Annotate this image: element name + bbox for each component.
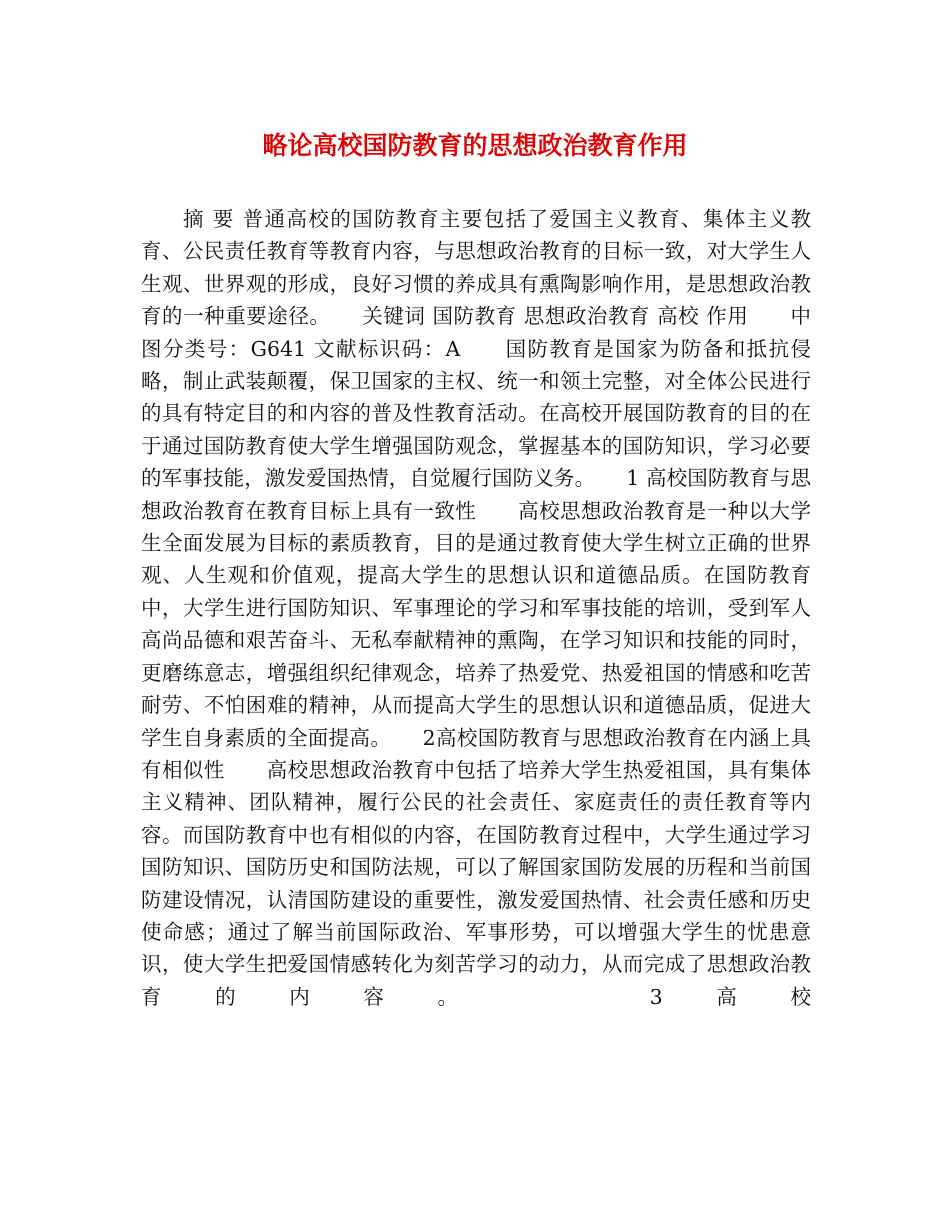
document-body: 摘 要 普通高校的国防教育主要包括了爱国主义教育、集体主义教育、公民责任教育等教育内容，与思想政治教育的目标一致，对大学生人生观、世界观的形成，良好习惯的养成具有熏陶影响作用，是思想政治教育的一种重要途径。 关键词 国防教育 思想政治教育 高校 作用 中图分类号：G641 文献标识码：A 国防教育是国家为防备和抵抗侵略，制止武装颠覆，保卫国家的主权、统一和领土完整，对全体公民进行的具有特定目的和内容的普及性教育活动。在高校开展国防教育的目的在于通过国防教育使大学生增强国防观念，掌握基本的国防知识，学习必要的军事技能，激发爱国热情，自觉履行国防义务。 1 高校国防教育与思想政治教育在教育目标上具有一致性 高校思想政治教育是一种以大学生全面发展为目标的素质教育，目的是通过教育使大学生树立正确的世界观、人生观和价值观，提高大学生的思想认识和道德品质。在国防教育中，大学生进行国防知识、军事理论的学习和军事技能的培训，受到军人高尚品德和艰苦奋斗、无私奉献精神的熏陶，在学习知识和技能的同时，更磨练意志，增强组织纪律观念，培养了热爱党、热爱祖国的情感和吃苦耐劳、不怕困难的精神，从而提高大学生的思想认识和道德品质，促进大学生自身素质的全面提高。 2高校国防教育与思想政治教育在内涵上具有相似性 高校思想政治教育中包括了培养大学生热爱祖国，具有集体主义精神、团队精神，履行公民的社会责任、家庭责任的责任教育等内容。而国防教育中也有相似的内容，在国防教育过程中，大学生通过学习国防知识、国防历史和国防法规，可以了解国家国防发展的历程和当前国防建设情况，认清国防建设的重要性，激发爱国热情、社会责任感和历史使命感；通过了解当前国际政治、军事形势，可以增强大学生的忧患意识，使大学生把爱国情感转化为刻苦学习的动力，从而完成了思想政治教育的内容。 3高校 bbox=[141, 207, 811, 1009]
document-title: 略论高校国防教育的思想政治教育作用 bbox=[262, 131, 688, 160]
